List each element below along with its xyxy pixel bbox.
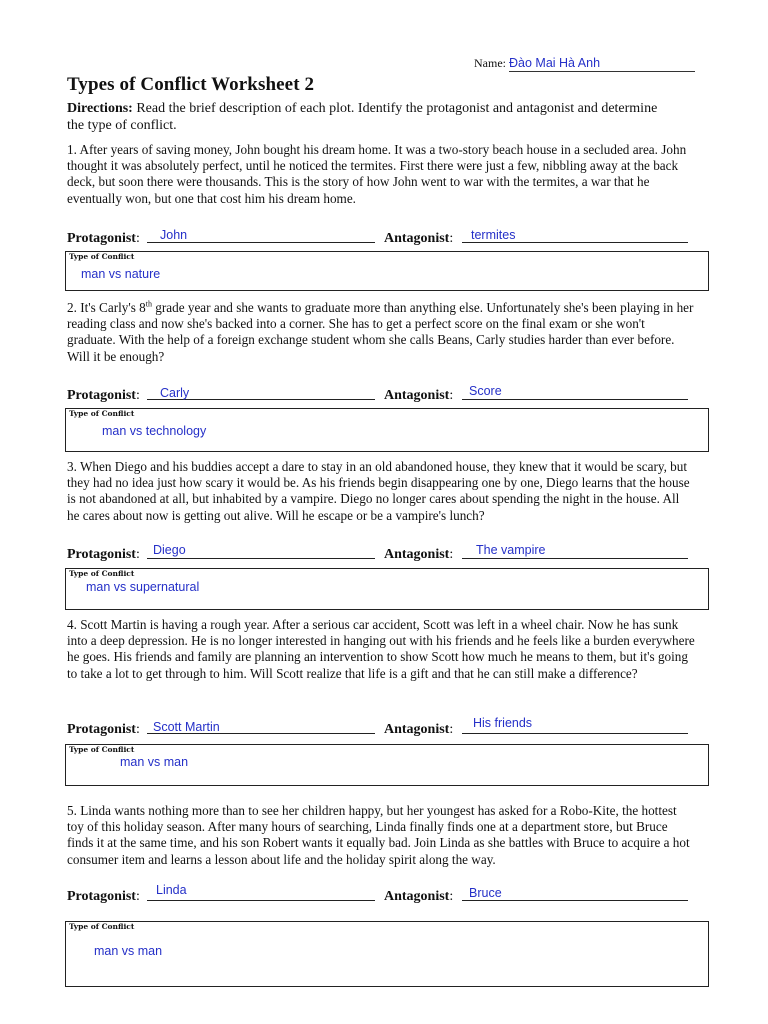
question-2-conflict-box[interactable] <box>65 408 709 452</box>
protagonist-label: Protagonist: <box>67 722 140 737</box>
protagonist-label: Protagonist: <box>67 547 140 562</box>
question-4-text: 4. Scott Martin is having a rough year. After a serious car accident, Scott was left in a wheel chair. Now he has sunk into a deep depression. He is no longer interested in hanging out with his friends and he feels like a burden everywhere he goes. His friends and family are planning an intervention to show Scott how much he means to them, but it's going to take a lot to get through to him. Will Scott realize that life is a gift and that he can still make a difference? <box>67 617 695 681</box>
type-of-conflict-label: Type of Conflict <box>69 922 135 931</box>
protagonist-label: Protagonist: <box>67 231 140 246</box>
question-1-conflict-box[interactable] <box>65 251 709 291</box>
antagonist-label: Antagonist: <box>384 547 454 562</box>
question-1-text: 1. After years of saving money, John bought his dream home. It was a two-story beach house in a secluded area. John thought it was absolutely perfect, until he noticed the termites. First there were just a few, nibbling away at the back deck, but soon there were thousands. This is the story of how John went to war with the termites, a war that he eventually won, but one that cost him his dream home. <box>67 142 687 206</box>
question-4-answers <box>67 718 692 738</box>
question-5-conflict-box[interactable] <box>65 921 709 987</box>
protagonist-answer: John <box>160 228 188 242</box>
question-3-answers <box>67 543 692 563</box>
conflict-answer: man vs technology <box>102 424 207 438</box>
question-4-conflict-box[interactable] <box>65 744 709 786</box>
antagonist-label: Antagonist: <box>384 231 454 246</box>
type-of-conflict-label: Type of Conflict <box>69 409 135 418</box>
antagonist-answer: The vampire <box>476 543 546 557</box>
antagonist-answer: His friends <box>473 716 533 730</box>
protagonist-label: Protagonist: <box>67 388 140 403</box>
protagonist-answer: Linda <box>156 883 187 897</box>
question-3-text: 3. When Diego and his buddies accept a dare to stay in an old abandoned house, they knew that it would be scary, but they had no idea just how scary it would be. As his friends begin disappearing one by one, Diego learns that the house is not abandoned at all, but inhabited by a vampire. Diego no longer cares about spending the night in the house. All he cares about now is getting out alive. Will he escape or be a vampire's lunch? <box>67 459 690 523</box>
protagonist-answer: Scott Martin <box>153 720 220 734</box>
name-field[interactable] <box>509 56 695 72</box>
conflict-answer: man vs man <box>94 944 163 958</box>
conflict-answer: man vs nature <box>81 267 161 281</box>
question-5-text: 5. Linda wants nothing more than to see her children happy, but her youngest has asked for a Robo-Kite, the hottest toy of this holiday season. After many hours of searching, Linda finally finds one at a department store, but Bruce finds it at the same time, and his son Robert wants it equally bad. Join Linda as she battles with Bruce to acquire a hot consumer item and learns a lesson about life and the holiday spirit along the way. <box>67 803 690 867</box>
directions-label: Directions: <box>67 101 133 116</box>
protagonist-answer: Diego <box>153 543 186 557</box>
conflict-answer: man vs man <box>120 755 189 769</box>
question-2-answers <box>67 384 692 404</box>
name-label: Name: <box>474 56 506 70</box>
type-of-conflict-label: Type of Conflict <box>69 745 135 754</box>
worksheet-title: Types of Conflict Worksheet 2 <box>67 74 315 95</box>
type-of-conflict-label: Type of Conflict <box>69 569 135 578</box>
question-2-text: 2. It's Carly's 8th grade year and she wants to graduate more than anything else. Unfortunately she's been playing in her reading class and now she's backed into a corner. She has to get a perfect score on the final exam or she won't graduate. With the help of a foreign exchange student whom she calls Beans, Carly studies harder than ever before. Will it be enough? <box>67 299 694 364</box>
question-1-answers <box>67 227 692 247</box>
protagonist-label: Protagonist: <box>67 889 140 904</box>
directions-text: Read the brief description of each plot. Identify the protagonist and antagonist and determine the type of conflict. <box>67 101 658 133</box>
question-5-answers <box>67 885 692 905</box>
antagonist-answer: Bruce <box>469 886 502 900</box>
antagonist-answer: termites <box>471 228 516 242</box>
antagonist-answer: Score <box>469 384 502 398</box>
protagonist-answer: Carly <box>160 386 190 400</box>
antagonist-label: Antagonist: <box>384 722 454 737</box>
directions <box>67 100 667 134</box>
question-3-conflict-box[interactable] <box>65 568 709 610</box>
type-of-conflict-label: Type of Conflict <box>69 252 135 261</box>
antagonist-label: Antagonist: <box>384 388 454 403</box>
antagonist-label: Antagonist: <box>384 889 454 904</box>
name-line <box>474 56 695 72</box>
conflict-answer: man vs supernatural <box>86 580 200 594</box>
name-value: Đào Mai Hà Anh <box>509 56 601 70</box>
